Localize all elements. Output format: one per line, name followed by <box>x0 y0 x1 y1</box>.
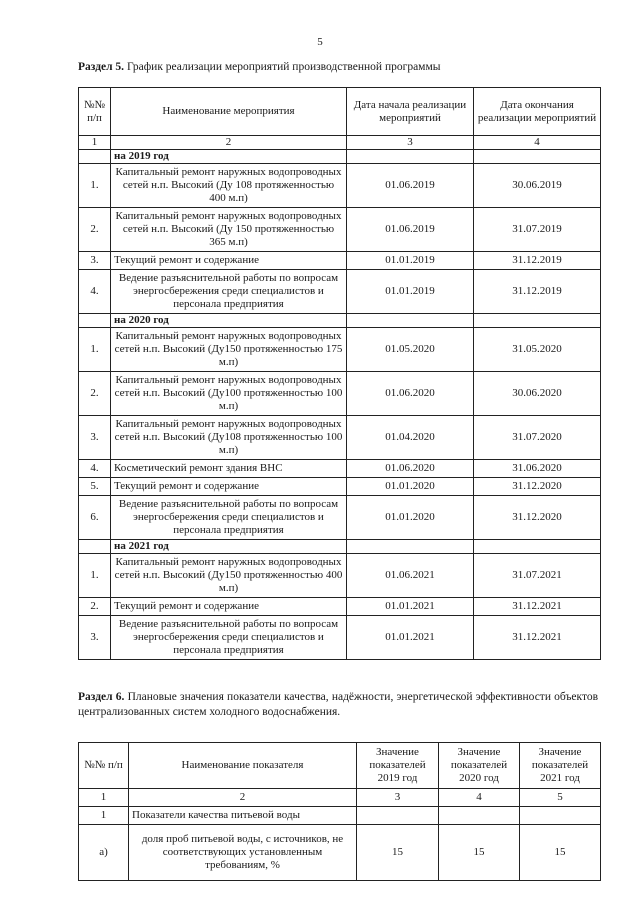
table-row <box>79 164 601 208</box>
row-end: 31.06.2020 <box>474 460 601 478</box>
table-row <box>79 208 601 252</box>
col-number: 5 <box>520 789 601 807</box>
col-number: 4 <box>439 789 520 807</box>
header-name: Наименование мероприятия <box>111 88 347 136</box>
row-end: 31.12.2020 <box>474 478 601 496</box>
row-start: 01.01.2020 <box>347 478 474 496</box>
year-empty <box>347 150 474 164</box>
row-num: 2. <box>79 208 111 252</box>
year-empty <box>474 314 601 328</box>
year-empty <box>347 540 474 554</box>
year-row-2019 <box>79 150 601 164</box>
row-start: 01.06.2020 <box>347 460 474 478</box>
row-name: Текущий ремонт и содержание <box>111 598 347 616</box>
group-label: Показатели качества питьевой воды <box>129 807 357 825</box>
year-empty <box>347 314 474 328</box>
row-num: 6. <box>79 496 111 540</box>
row-name: Капитальный ремонт наружных водопроводных сетей н.п. Высокий (Ду 150 протяженностью 365 м.п) <box>111 208 347 252</box>
col-number: 4 <box>474 136 601 150</box>
row-name: Капитальный ремонт наружных водопроводных сетей н.п. Высокий (Ду108 протяженностью 100 м.п) <box>111 416 347 460</box>
schedule-header-row <box>79 88 601 136</box>
row-num: 1. <box>79 164 111 208</box>
row-name: Косметический ремонт здания ВНС <box>111 460 347 478</box>
row-start: 01.01.2021 <box>347 616 474 660</box>
year-empty <box>474 540 601 554</box>
row-num: 3. <box>79 416 111 460</box>
row-start: 01.01.2019 <box>347 252 474 270</box>
table-row <box>79 825 601 881</box>
row-start: 01.06.2020 <box>347 372 474 416</box>
table-row <box>79 372 601 416</box>
row-start: 01.06.2019 <box>347 208 474 252</box>
row-name: Ведение разъяснительной работы по вопросам энергосбережения среди специалистов и персонала предприятия <box>111 270 347 314</box>
row-end: 31.07.2021 <box>474 554 601 598</box>
year-row-2021 <box>79 540 601 554</box>
row-start: 01.01.2019 <box>347 270 474 314</box>
row-start: 01.05.2020 <box>347 328 474 372</box>
section6-label: Раздел 6. <box>78 691 125 703</box>
header-num: №№ п/п <box>79 88 111 136</box>
year-empty <box>474 150 601 164</box>
year-empty <box>79 150 111 164</box>
row-end: 31.12.2020 <box>474 496 601 540</box>
header-end: Дата окончания реализации мероприятий <box>474 88 601 136</box>
row-end: 31.12.2019 <box>474 252 601 270</box>
year-label: на 2019 год <box>111 150 347 164</box>
col-number: 3 <box>347 136 474 150</box>
column-number-row <box>79 789 601 807</box>
header-num: №№ п/п <box>79 743 129 789</box>
col-number: 1 <box>79 789 129 807</box>
row-num: 3. <box>79 252 111 270</box>
page-number: 5 <box>317 36 323 48</box>
col-number: 1 <box>79 136 111 150</box>
group-empty <box>439 807 520 825</box>
row-name: Ведение разъяснительной работы по вопросам энергосбережения среди специалистов и персонала предприятия <box>111 616 347 660</box>
column-number-row <box>79 136 601 150</box>
col-number: 2 <box>111 136 347 150</box>
value-2019: 15 <box>357 825 439 881</box>
row-num: 2. <box>79 598 111 616</box>
row-start: 01.01.2020 <box>347 496 474 540</box>
group-empty <box>357 807 439 825</box>
year-label: на 2020 год <box>111 314 347 328</box>
row-num: 4. <box>79 460 111 478</box>
table-row <box>79 416 601 460</box>
table-row <box>79 478 601 496</box>
section6-heading <box>78 690 598 720</box>
section5-heading <box>78 60 440 74</box>
row-name: Капитальный ремонт наружных водопроводных сетей н.п. Высокий (Ду 108 протяженностью 400 м.п) <box>111 164 347 208</box>
year-empty <box>79 540 111 554</box>
row-name: доля проб питьевой воды, с источников, не соответствующих установленным требованиям, % <box>129 825 357 881</box>
row-start: 01.04.2020 <box>347 416 474 460</box>
value-2021: 15 <box>520 825 601 881</box>
group-num: 1 <box>79 807 129 825</box>
group-empty <box>520 807 601 825</box>
table-row <box>79 460 601 478</box>
header-start: Дата начала реализации мероприятий <box>347 88 474 136</box>
row-num: 4. <box>79 270 111 314</box>
table-row <box>79 554 601 598</box>
row-end: 31.12.2021 <box>474 598 601 616</box>
row-start: 01.06.2019 <box>347 164 474 208</box>
row-num: 5. <box>79 478 111 496</box>
header-name: Наименование показателя <box>129 743 357 789</box>
row-start: 01.01.2021 <box>347 598 474 616</box>
value-2020: 15 <box>439 825 520 881</box>
header-2021: Значение показателей 2021 год <box>520 743 601 789</box>
col-number: 2 <box>129 789 357 807</box>
row-end: 30.06.2019 <box>474 164 601 208</box>
section5-label: Раздел 5. <box>78 61 125 73</box>
year-empty <box>79 314 111 328</box>
row-end: 31.07.2019 <box>474 208 601 252</box>
row-name: Текущий ремонт и содержание <box>111 478 347 496</box>
schedule-table <box>78 87 601 660</box>
table-row <box>79 252 601 270</box>
row-name: Капитальный ремонт наружных водопроводных сетей н.п. Высокий (Ду150 протяженностью 400 м.п) <box>111 554 347 598</box>
row-end: 31.05.2020 <box>474 328 601 372</box>
table-row <box>79 616 601 660</box>
row-end: 31.12.2019 <box>474 270 601 314</box>
table-row <box>79 598 601 616</box>
col-number: 3 <box>357 789 439 807</box>
row-end: 31.07.2020 <box>474 416 601 460</box>
indicators-header-row <box>79 743 601 789</box>
row-num: а) <box>79 825 129 881</box>
table-row <box>79 328 601 372</box>
header-2020: Значение показателей 2020 год <box>439 743 520 789</box>
section6-title: Плановые значения показатели качества, надёжности, энергетической эффективности объектов централизованных систем холодного водоснабжения. <box>78 691 599 718</box>
indicators-table <box>78 742 601 881</box>
table-row <box>79 496 601 540</box>
year-row-2020 <box>79 314 601 328</box>
row-end: 31.12.2021 <box>474 616 601 660</box>
group-row <box>79 807 601 825</box>
header-2019: Значение показателей 2019 год <box>357 743 439 789</box>
row-start: 01.06.2021 <box>347 554 474 598</box>
table-row <box>79 270 601 314</box>
row-name: Текущий ремонт и содержание <box>111 252 347 270</box>
row-name: Капитальный ремонт наружных водопроводных сетей н.п. Высокий (Ду150 протяженностью 175 м.п) <box>111 328 347 372</box>
row-num: 3. <box>79 616 111 660</box>
row-name: Капитальный ремонт наружных водопроводных сетей н.п. Высокий (Ду100 протяженностью 100 м.п) <box>111 372 347 416</box>
row-num: 2. <box>79 372 111 416</box>
section5-title: График реализации мероприятий производственной программы <box>126 61 441 73</box>
year-label: на 2021 год <box>111 540 347 554</box>
row-num: 1. <box>79 554 111 598</box>
row-num: 1. <box>79 328 111 372</box>
row-name: Ведение разъяснительной работы по вопросам энергосбережения среди специалистов и персонала предприятия <box>111 496 347 540</box>
row-end: 30.06.2020 <box>474 372 601 416</box>
